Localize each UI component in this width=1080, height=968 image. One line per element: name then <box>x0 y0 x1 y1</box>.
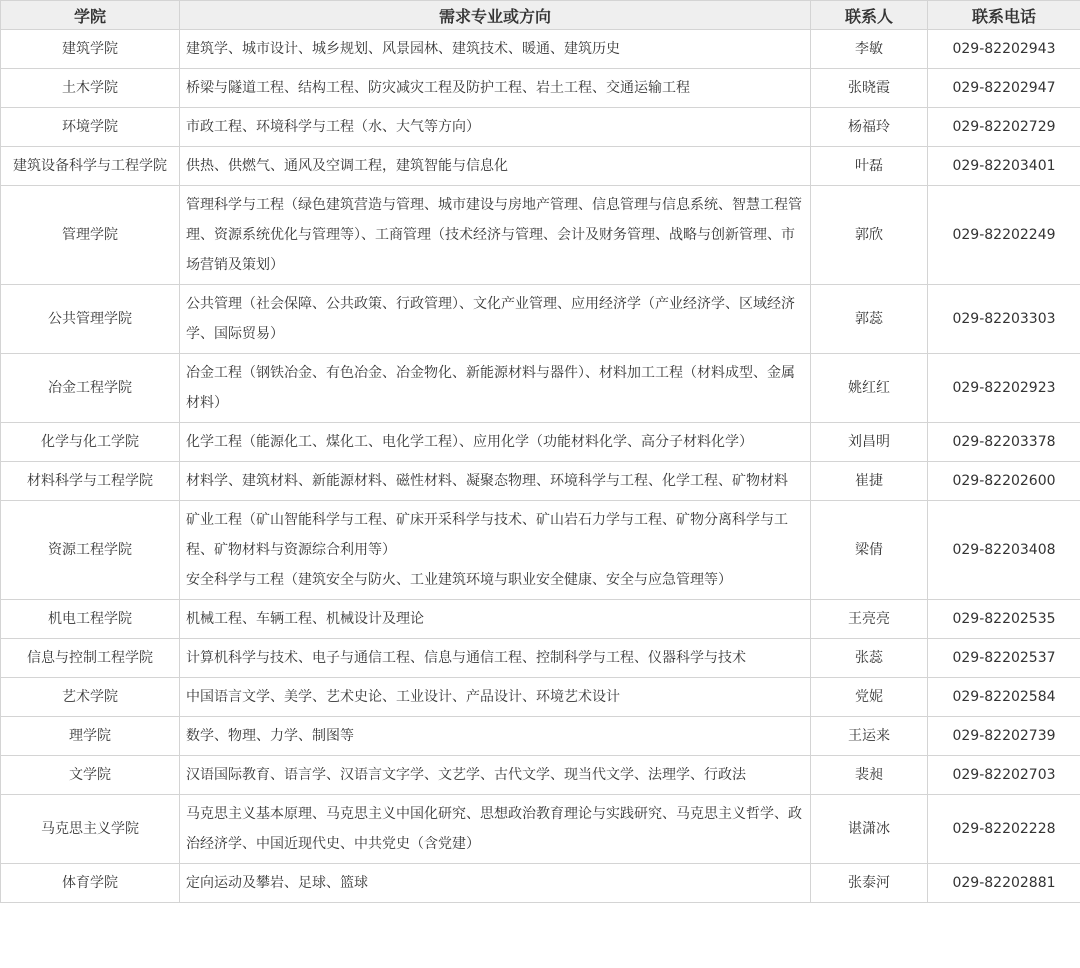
major-text: 公共管理（社会保障、公共政策、行政管理）、文化产业管理、应用经济学（产业经济学、区域经济学、国际贸易） <box>186 296 795 342</box>
major-text: 矿业工程（矿山智能科学与工程、矿床开采科学与技术、矿山岩石力学与工程、矿物分离科学与工程、矿物材料与资源综合利用等） <box>186 512 788 558</box>
college-cell: 机电工程学院 <box>1 600 180 639</box>
college-cell: 艺术学院 <box>1 678 180 717</box>
college-cell: 管理学院 <box>1 186 180 285</box>
contact-cell: 崔捷 <box>811 462 928 501</box>
contact-cell: 杨福玲 <box>811 108 928 147</box>
phone-cell: 029-82203408 <box>928 501 1080 600</box>
table-row <box>1 108 1080 147</box>
college-cell: 理学院 <box>1 717 180 756</box>
phone-cell: 029-82202947 <box>928 69 1080 108</box>
college-cell: 环境学院 <box>1 108 180 147</box>
contact-cell: 叶磊 <box>811 147 928 186</box>
phone-cell: 029-82202600 <box>928 462 1080 501</box>
major-text: 安全科学与工程（建筑安全与防火、工业建筑环境与职业安全健康、安全与应急管理等） <box>186 572 732 588</box>
major-text: 管理科学与工程（绿色建筑营造与管理、城市建设与房地产管理、信息管理与信息系统、智慧工程管理、资源系统优化与管理等）、工商管理（技术经济与管理、会计及财务管理、战略与创新管理、市场营销及策划） <box>186 197 802 273</box>
table-row <box>1 285 1080 354</box>
major-cell <box>180 354 811 423</box>
table-row <box>1 501 1080 600</box>
phone-cell: 029-82202535 <box>928 600 1080 639</box>
major-cell <box>180 108 811 147</box>
major-cell <box>180 717 811 756</box>
major-text: 冶金工程（钢铁冶金、有色冶金、冶金物化、新能源材料与器件）、材料加工工程（材料成型、金属材料） <box>186 365 795 411</box>
major-text: 机械工程、车辆工程、机械设计及理论 <box>186 611 424 627</box>
college-cell: 马克思主义学院 <box>1 795 180 864</box>
contact-cell: 谌潇冰 <box>811 795 928 864</box>
major-text: 桥梁与隧道工程、结构工程、防灾减灾工程及防护工程、岩土工程、交通运输工程 <box>186 80 690 96</box>
phone-cell: 029-82203303 <box>928 285 1080 354</box>
major-text: 供热、供燃气、通风及空调工程，建筑智能与信息化 <box>186 158 508 174</box>
major-cell <box>180 639 811 678</box>
phone-cell: 029-82202537 <box>928 639 1080 678</box>
major-text: 材料学、建筑材料、新能源材料、磁性材料、凝聚态物理、环境科学与工程、化学工程、矿物材料 <box>186 473 788 489</box>
contact-cell: 王运来 <box>811 717 928 756</box>
header-phone: 联系电话 <box>928 1 1080 30</box>
college-cell: 公共管理学院 <box>1 285 180 354</box>
contact-cell: 梁倩 <box>811 501 928 600</box>
contact-cell: 党妮 <box>811 678 928 717</box>
table-row <box>1 639 1080 678</box>
phone-cell: 029-82202729 <box>928 108 1080 147</box>
table-row <box>1 69 1080 108</box>
table-row <box>1 795 1080 864</box>
table-row <box>1 30 1080 69</box>
table-row <box>1 678 1080 717</box>
major-text: 市政工程、环境科学与工程（水、大气等方向） <box>186 119 480 135</box>
contact-cell: 郭欣 <box>811 186 928 285</box>
major-text: 马克思主义基本原理、马克思主义中国化研究、思想政治教育理论与实践研究、马克思主义哲学、政治经济学、中国近现代史、中共党史（含党建） <box>186 806 802 852</box>
header-major: 需求专业或方向 <box>180 1 811 30</box>
phone-cell: 029-82203401 <box>928 147 1080 186</box>
table-row <box>1 186 1080 285</box>
contact-cell: 郭蕊 <box>811 285 928 354</box>
college-cell: 建筑学院 <box>1 30 180 69</box>
major-text: 中国语言文学、美学、艺术史论、工业设计、产品设计、环境艺术设计 <box>186 689 620 705</box>
contact-cell: 张蕊 <box>811 639 928 678</box>
major-cell <box>180 864 811 903</box>
major-text: 数学、物理、力学、制图等 <box>186 728 354 744</box>
major-text: 汉语国际教育、语言学、汉语言文字学、文艺学、古代文学、现当代文学、法理学、行政法 <box>186 767 746 783</box>
contact-cell: 裴昶 <box>811 756 928 795</box>
table-row <box>1 423 1080 462</box>
major-text: 定向运动及攀岩、足球、篮球 <box>186 875 368 891</box>
phone-cell: 029-82202249 <box>928 186 1080 285</box>
header-row <box>1 1 1080 30</box>
table-row <box>1 354 1080 423</box>
major-cell <box>180 795 811 864</box>
major-text: 计算机科学与技术、电子与通信工程、信息与通信工程、控制科学与工程、仪器科学与技术 <box>186 650 746 666</box>
phone-cell: 029-82202923 <box>928 354 1080 423</box>
phone-cell: 029-82203378 <box>928 423 1080 462</box>
major-cell <box>180 423 811 462</box>
major-text: 建筑学、城市设计、城乡规划、风景园林、建筑技术、暖通、建筑历史 <box>186 41 620 57</box>
contact-cell: 王亮亮 <box>811 600 928 639</box>
contact-cell: 李敏 <box>811 30 928 69</box>
contact-cell: 张泰河 <box>811 864 928 903</box>
phone-cell: 029-82202228 <box>928 795 1080 864</box>
table-row <box>1 462 1080 501</box>
contact-cell: 姚红红 <box>811 354 928 423</box>
table-row <box>1 717 1080 756</box>
table-body <box>1 30 1080 903</box>
major-cell <box>180 600 811 639</box>
college-cell: 土木学院 <box>1 69 180 108</box>
major-cell <box>180 69 811 108</box>
major-cell <box>180 756 811 795</box>
phone-cell: 029-82202703 <box>928 756 1080 795</box>
phone-cell: 029-82202943 <box>928 30 1080 69</box>
header-college: 学院 <box>1 1 180 30</box>
college-cell: 资源工程学院 <box>1 501 180 600</box>
phone-cell: 029-82202881 <box>928 864 1080 903</box>
table-row <box>1 756 1080 795</box>
college-cell: 化学与化工学院 <box>1 423 180 462</box>
table-row <box>1 147 1080 186</box>
contact-cell: 刘昌明 <box>811 423 928 462</box>
major-text: 化学工程（能源化工、煤化工、电化学工程）、应用化学（功能材料化学、高分子材料化学） <box>186 434 753 450</box>
college-cell: 体育学院 <box>1 864 180 903</box>
phone-cell: 029-82202584 <box>928 678 1080 717</box>
phone-cell: 029-82202739 <box>928 717 1080 756</box>
table-row <box>1 864 1080 903</box>
college-cell: 冶金工程学院 <box>1 354 180 423</box>
college-cell: 建筑设备科学与工程学院 <box>1 147 180 186</box>
major-cell <box>180 285 811 354</box>
major-cell <box>180 501 811 600</box>
table-row <box>1 600 1080 639</box>
major-cell <box>180 462 811 501</box>
major-cell <box>180 30 811 69</box>
header-contact: 联系人 <box>811 1 928 30</box>
major-cell <box>180 678 811 717</box>
college-cell: 信息与控制工程学院 <box>1 639 180 678</box>
major-cell <box>180 147 811 186</box>
college-cell: 文学院 <box>1 756 180 795</box>
college-cell: 材料科学与工程学院 <box>1 462 180 501</box>
major-cell <box>180 186 811 285</box>
contact-cell: 张晓霞 <box>811 69 928 108</box>
